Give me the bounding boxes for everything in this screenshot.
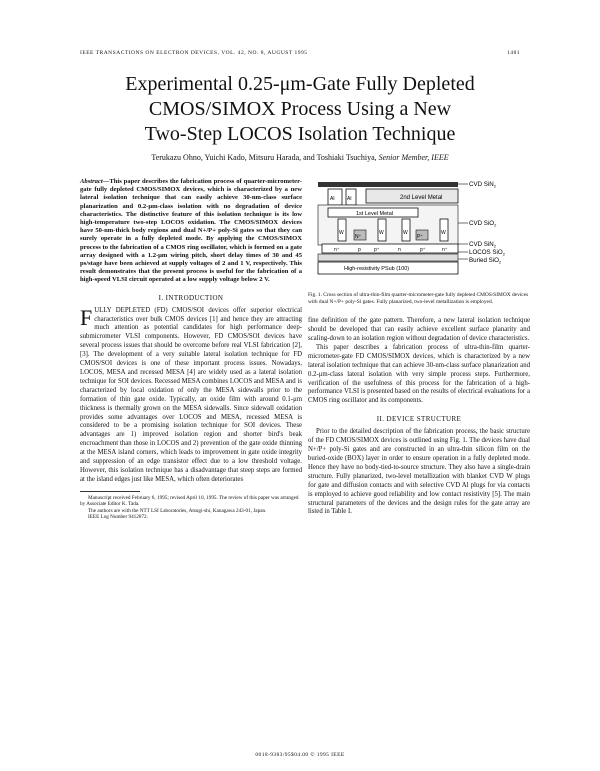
buried-oxide-layer	[318, 254, 458, 261]
footnote-divider	[80, 491, 140, 492]
copyright-code: 0018-9383/95$04.00 © 1995 IEEE	[255, 752, 345, 758]
top-sin-layer	[318, 182, 458, 187]
w-label-3: W	[403, 230, 408, 236]
p-plus-gate-label: P⁺	[417, 234, 423, 240]
section-heading-introduction: I. INTRODUCTION	[158, 293, 224, 302]
author-membership: Senior Member, IEEE	[378, 153, 449, 162]
right-column	[308, 178, 530, 517]
callout-cvd-sin-top: CVD SiN$_2$	[469, 181, 496, 189]
author-names: Terukazu Ohno, Yuichi Kado, Mitsuru Harada, and Toshiaki Tsuchiya,	[151, 153, 377, 162]
section-heading-device-structure: II. DEVICE STRUCTURE	[376, 415, 462, 424]
n-plus-gate-label: N⁺	[355, 234, 362, 240]
w-label-2: W	[379, 230, 384, 236]
paper-title	[60, 72, 540, 147]
introduction-text	[80, 304, 302, 485]
w-label-1: W	[339, 230, 344, 236]
footnotes	[80, 495, 302, 521]
title-line-3: Two-Step LOCOS Isolation Technique	[144, 123, 456, 145]
device-structure-paragraph: Prior to the detailed description of the fabrication process, the basic structure of the FD CMOS/SIMOX devices is outlined using Fig. 1. The devices have dual N+/P+ poly-Si gates and are constructed in an ultra-thin silicon film on the buried-oxide (BOX) layer in order to ensure operation in a fully depleted mode. Hence they have no body-tied-to-source structure. They also have a single-drain structure. Fully planarized, two-level metallization with blanket CVD W plugs for gate and diffusion contacts and with selective CVD Al plugs for via contacts is employed to achieve good reliability and low contact resistivity [5]. The main structural parameters of the devices and the design rules for the gate array are listed in Table I.	[308, 428, 530, 516]
drop-cap: F	[80, 304, 93, 330]
second-metal-label: 2nd Level Metal	[400, 195, 443, 201]
region-n: n	[398, 247, 401, 253]
figure-caption: Fig. 1. Cross section of ultra-thin-film quarter-micrometer-gate fully depleted CMOS/SIMOX devices with dual N+/P+ poly-Si gates. Fully planarized, two-level metallization is employed.	[308, 292, 529, 305]
abstract-lead: Abstract—	[80, 178, 110, 185]
title-line-2: CMOS/SIMOX Process Using a New	[148, 98, 452, 120]
left-column	[80, 178, 302, 520]
region-n-plus-b: n⁺	[442, 247, 448, 253]
al-label-left: Al	[330, 196, 335, 202]
callout-cvd-sio2: CVD SiO$_2$	[469, 220, 497, 228]
footnote-ieee-log: IEEE Log Number 9412872.	[88, 513, 148, 520]
w-label-4: W	[441, 230, 446, 236]
author-line	[60, 153, 540, 162]
title-line-1: Experimental 0.25-μm-Gate Fully Depleted	[125, 73, 475, 95]
substrate-label: High-resistivity PSub (100)	[344, 266, 410, 272]
footnote-received: Manuscript received February 6, 1995; revised April 10, 1995. The review of this paper was arranged by Associate Editor K. Tada.	[80, 494, 299, 508]
first-metal-label: 1st Level Metal	[356, 211, 393, 217]
intro-continuation: fine definition of the gate pattern. Therefore, a new lateral isolation technique should be developed that can easily achieve excellent surface planarity and scaling-down to an isolation region without degradation of device characteristics.	[308, 317, 530, 342]
introduction-paragraph: ULLY DEPLETED (FD) CMOS/SOI devices offer superior electrical characteristics over bulk CMOS devices [1] and hence they are attracting much attention as potential candidates for high performance deep-submicrometer VLSI components. However, FD CMOS/SOI devices have several process issues that should be overcome before real VLSI fabrication [2], [3]. The development of a very suitable lateral isolation technique for FD CMOS/SOI devices is one of these important process issues. Nowadays, LOCOS, MESA and recessed MESA [4] are widely used as a lateral isolation technique for SOI devices. Recessed MESA combines LOCOS and MESA and is characterized by local oxidation of only the MESA sidewalls prior to the formation of thin gate oxide. Typically, an oxide film with around 0.1-μm thickness is thermally grown on the MESA sidewalls. Since sidewall oxidation provides some advantages over LOCOS and MESA, recessed MESA is considered to be a promising isolation technique for SOI devices. These advantages are 1) improved isolation region and shorter bird's beak encroachment than those in LOCOS and 2) prevention of the gate oxide thinning at the MESA island corners, which leads to improvement in gate oxide integrity and suppression of an edge transistor effect due to a low threshold voltage. However, this isolation technique has a disadvantage that steep steps are formed at the island edges just like MESA, which often deteriorates	[80, 306, 302, 483]
figure-cross-section	[308, 178, 530, 288]
al-label-right: Al	[347, 196, 352, 202]
page-number: 1481	[507, 50, 520, 56]
footnote-affiliation: The authors are with the NTT LSI Laboratories, Atsugi-shi, Kanagawa 243-01, Japan.	[88, 507, 267, 514]
running-head	[80, 50, 520, 56]
cross-section-diagram	[308, 178, 530, 288]
callout-cvd-sin-bottom: CVD SiN$_2$	[469, 241, 496, 249]
callout-locos: LOCOS SiO$_2$	[469, 249, 505, 257]
intro-paragraph-2: This paper describes a fabrication process of ultra-thin-film quarter-micrometer-gate FD CMOS/SIMOX devices, which is characterized by a new lateral isolation technique that can achieve 30-nm-class surface planarization and 0.2-μm-class lateral isolation with very simple process steps. Furthermore, verification of the usefulness of this process for the fabrication of a high-performance VLSI is presented based on the results of electrical evaluations for a CMOS ring oscillator and its components.	[308, 343, 530, 405]
abstract-text: This paper describes the fabrication process of quarter-micrometer-gate fully depleted CMOS/SIMOX devices, which is characterized by a new lateral isolation technique that can easily achieve 30-nm-class surface planarization and 0.2-μm-class isolation with no degradation of device characteristics. The distinctive feature of this isolation technique is its low high-temperature two-step LOCOS oxidation. The CMOS/SIMOX devices have 50-nm-thick body regions and dual N+/P+ poly-Si gates so that they can surely operate in a fully depleted mode. By applying the CMOS/SIMOX process to the fabrication of a CMOS ring oscillator, which is formed on a gate array designed with a 1.2-μm wiring pitch, short delay times of 30 and 45 ps/stage have been achieved at supply voltages of 2 and 1 V, respectively. This result demonstrates that the present process is useful for the fabrication of a high-speed VLSI circuit operated at a low supply voltage below 2 V.	[80, 178, 302, 284]
callout-buried-oxide: Buried SiO$_2$	[469, 257, 502, 265]
abstract	[80, 178, 302, 285]
device-structure-text	[308, 428, 530, 517]
region-p-plus-a: p⁺	[374, 247, 380, 253]
region-p-plus-b: p⁺	[420, 247, 426, 253]
region-n-plus: n⁺	[334, 247, 340, 253]
journal-header: IEEE TRANSACTIONS ON ELECTRON DEVICES, VOL. 42, NO. 8, AUGUST 1995	[80, 50, 308, 56]
region-p: p	[358, 247, 361, 253]
right-intro-text	[308, 317, 530, 406]
silicon-island-layer	[322, 244, 458, 253]
